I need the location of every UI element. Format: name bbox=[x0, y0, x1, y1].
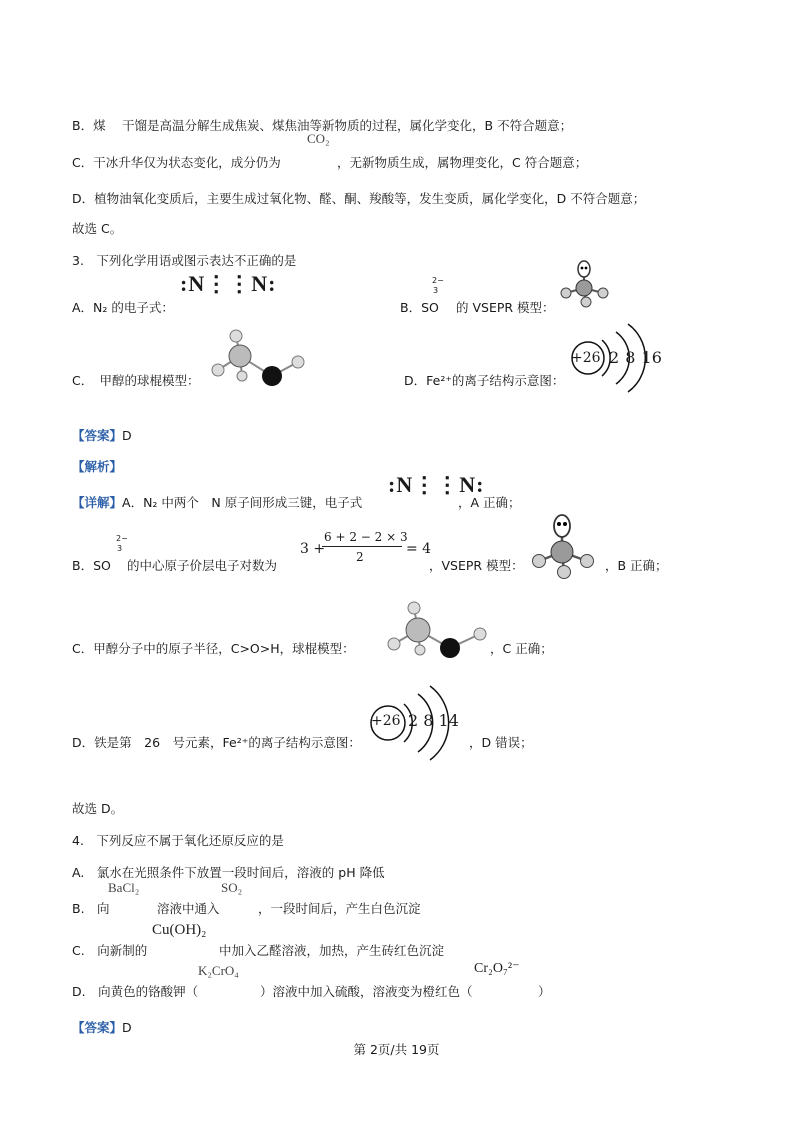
fe-nucleus-large: +26 bbox=[371, 713, 401, 729]
q4-c-pre: C. 向新制的 bbox=[72, 943, 148, 958]
fe-shells-small: 2 8 16 bbox=[609, 348, 662, 367]
fraction-bar bbox=[322, 546, 402, 547]
vsepr-model-large bbox=[527, 512, 605, 582]
line-choose-c: 故选 C。 bbox=[72, 221, 123, 236]
formula-denominator: 2 bbox=[356, 550, 364, 564]
detail-a-post: ，A 正确； bbox=[458, 495, 521, 510]
q4-b-mid: 溶液中通入 bbox=[157, 901, 220, 916]
detail-b-ion-charge: 2− bbox=[116, 534, 128, 543]
q4-d-post: ） bbox=[538, 984, 551, 999]
formula-left: 3 + bbox=[300, 541, 326, 557]
line-c-pre: C．干冰升华仅为状态变化，成分仍为 bbox=[72, 155, 281, 170]
detail-choose-d: 故选 D。 bbox=[72, 801, 124, 816]
q4-c-post: 中加入乙醛溶液，加热，产生砖红色沉淀 bbox=[219, 943, 445, 958]
q4-d-formula-k2cro4: K₂CrO₄ bbox=[198, 963, 239, 978]
fe-shells-large: 2 8 14 bbox=[408, 711, 459, 730]
methanol-model-small bbox=[206, 326, 314, 388]
q3-d-label: D．Fe²⁺的离子结构示意图： bbox=[404, 373, 565, 388]
q3-b-label-post: 的 VSEPR 模型： bbox=[456, 300, 555, 315]
q3-a-lewis: :N⋮⋮N: bbox=[180, 271, 277, 296]
formula-right: = 4 bbox=[406, 541, 432, 557]
q3-b-label-pre: B．SO bbox=[400, 300, 439, 315]
detail-b-mid: 的中心原子价层电子对数为 bbox=[127, 558, 278, 573]
detail-a bbox=[72, 493, 362, 511]
q4-b-formula-so2: SO₂ bbox=[221, 880, 243, 895]
q4-b-formula-bacl2: BaCl₂ bbox=[108, 880, 140, 895]
q4-d-mid: ）溶液中加入硫酸，溶液变为橙红色（ bbox=[260, 984, 473, 999]
analysis3-tag: 【解析】 bbox=[72, 459, 123, 474]
vsepr-model-small bbox=[556, 260, 616, 310]
page-footer: 第 2页/共 19页 bbox=[353, 1042, 440, 1057]
detail-a-lewis: :N⋮⋮N: bbox=[388, 472, 485, 497]
answer3-value: D bbox=[122, 428, 132, 443]
q3-stem: 3. 下列化学用语或图示表达不正确的是 bbox=[72, 253, 297, 268]
methanol-model-large bbox=[380, 596, 492, 662]
answer3-tag: 【答案】 bbox=[72, 428, 123, 443]
detail-a-pre: A．N₂ 中两个 N 原子间形成三键，电子式 bbox=[122, 495, 363, 510]
q3-b-ion-charge: 2− bbox=[432, 276, 444, 285]
answer4 bbox=[72, 1018, 132, 1036]
q4-stem: 4. 下列反应不属于氧化还原反应的是 bbox=[72, 833, 284, 848]
detail-b-post1: ，VSEPR 模型： bbox=[429, 558, 524, 573]
answer4-tag: 【答案】 bbox=[72, 1020, 123, 1035]
detail-b-pre: B．SO bbox=[72, 558, 111, 573]
q4-b-pre: B. 向 bbox=[72, 901, 110, 916]
q3-a-label: A．N₂ 的电子式： bbox=[72, 300, 174, 315]
q4-c-formula-cuoh2: Cu(OH)₂ bbox=[152, 922, 207, 938]
formula-co2: CO₂ bbox=[307, 131, 330, 146]
q4-d-pre: D. 向黄色的铬酸钾（ bbox=[72, 984, 199, 999]
detail-d-post: ，D 错误； bbox=[469, 735, 533, 750]
q3-c-label: C． 甲醇的球棍模型： bbox=[72, 373, 200, 388]
q4-d-formula-cr2o7: Cr₂O₇²⁻ bbox=[474, 961, 520, 976]
formula-numerator: 6 + 2 − 2 × 3 bbox=[324, 530, 408, 544]
detail-b-ion-sub: 3 bbox=[117, 544, 123, 553]
detail-c-post: ，C 正确； bbox=[490, 641, 553, 656]
q4-option-a: A. 氯水在光照条件下放置一段时间后，溶液的 pH 降低 bbox=[72, 865, 385, 880]
detail-c-pre: C．甲醇分子中的原子半径，C>O>H，球棍模型： bbox=[72, 641, 355, 656]
detail-b-post2: ，B 正确； bbox=[605, 558, 668, 573]
line-d: D．植物油氧化变质后，主要生成过氧化物、醛、酮、羧酸等，发生变质，属化学变化，D 不符合题意； bbox=[72, 191, 646, 206]
detail3-tag: 【详解】 bbox=[72, 495, 123, 510]
fe-nucleus-small: +26 bbox=[571, 350, 601, 366]
answer3 bbox=[72, 426, 132, 444]
answer4-value: D bbox=[122, 1020, 132, 1035]
q4-b-post: ，一段时间后，产生白色沉淀 bbox=[258, 901, 421, 916]
q3-b-ion-sub: 3 bbox=[433, 286, 439, 295]
detail-d-pre: D．铁是第 26 号元素，Fe²⁺的离子结构示意图： bbox=[72, 735, 361, 750]
line-c-post: ，无新物质生成，属物理变化，C 符合题意； bbox=[337, 155, 588, 170]
line-b: B．煤 干馏是高温分解生成焦炭、煤焦油等新物质的过程，属化学变化，B 不符合题意； bbox=[72, 118, 573, 133]
